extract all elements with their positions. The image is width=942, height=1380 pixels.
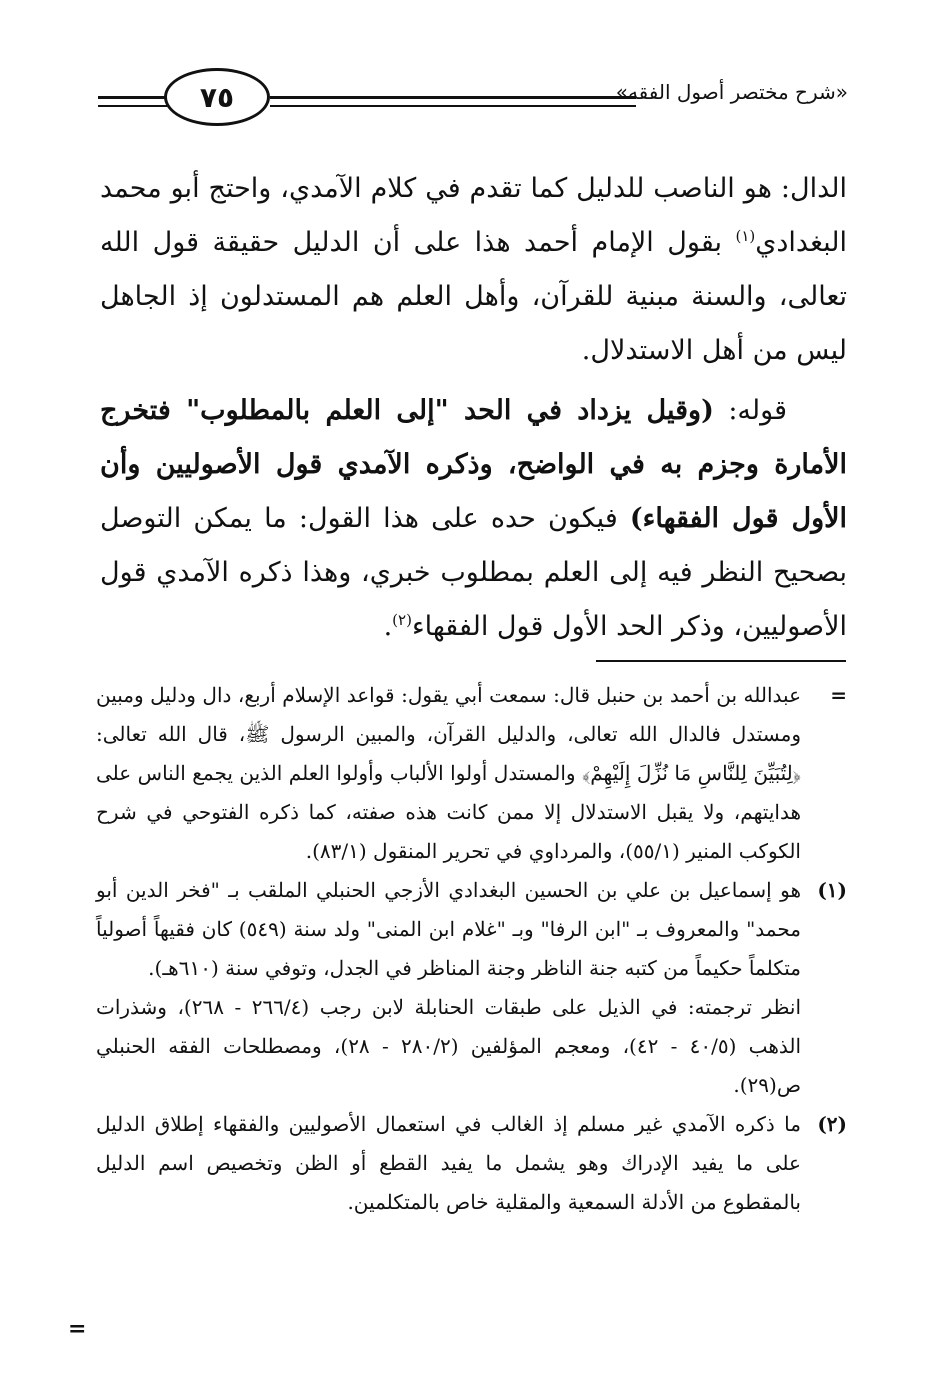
footnotes bbox=[96, 676, 847, 1222]
paragraph-2-intro: قوله: bbox=[713, 395, 787, 426]
footnote-1-body bbox=[96, 871, 801, 1105]
footnote-continued bbox=[96, 676, 847, 871]
footnote-1 bbox=[96, 871, 847, 1105]
quoted-matn: (وقيل يزداد في الحد "إلى العلم بالمطلوب" فتخرج الأمارة وجزم به في الواضح، وذكره الآمدي قول الأصوليين وأن الأول قول الفقهاء) bbox=[100, 395, 848, 534]
footnote-2 bbox=[96, 1105, 847, 1222]
footnote-ref-1: (١) bbox=[735, 227, 756, 245]
header-rule-left bbox=[98, 96, 168, 107]
footnote-1-marker: (١) bbox=[817, 878, 847, 902]
page-number: ٧٥ bbox=[164, 68, 270, 126]
footnote-2-text: ما ذكره الآمدي غير مسلم إذ الغالب في استعمال الأصوليين والفقهاء إطلاق الدليل على ما يفيد الإدراك وهو يشمل ما يفيد القطع أو الظن وتخصيص اسم الدليل بالمقطوع من الأدلة السمعية والمقلية خاص بالمتكلمين. bbox=[96, 1112, 801, 1214]
continuation-mark: = bbox=[68, 1316, 87, 1342]
paragraph-1 bbox=[100, 162, 847, 378]
footnote-1-text: هو إسماعيل بن علي بن الحسين البغدادي الأزجي الحنبلي الملقب بـ "فخر الدين أبو محمد" والمعروف بـ "ابن الرفا" وبـ "غلام ابن المنى" ولد سنة (٥٤٩) كان فقيهاً أصولياً متكلماً حكيماً من كتبه جنة الناظر وجنة المناظر في الجدل، وتوفي سنة (٦١٠هـ). bbox=[96, 878, 801, 980]
paragraph-1-part-2: بقول الإمام أحمد هذا على أن الدليل حقيقة قول الله تعالى، والسنة مبنية للقرآن، وأهل العلم هم المستدلون إذ الجاهل ليس من أهل الاستدلال. bbox=[100, 227, 847, 366]
main-body-text bbox=[100, 162, 847, 654]
footnote-continued-text: عبدالله بن أحمد بن حنبل قال: سمعت أبي يقول: قواعد الإسلام أربع، دال ودليل ومبين ومستدل فالدال الله تعالى، والدليل القرآن، والمبين الرسول ﷺ، قال الله تعالى: ﴿لِتُبَيِّنَ لِلنَّاسِ مَا نُزِّلَ إِلَيْهِمْ﴾ والمستدل أولوا الألباب وأولوا العلم الذين يجمع الناس على هدايتهم، ولا يقبل الاستدلال إلا ممن كانت هذه صفته، كما ذكره الفتوحي في شرح الكوكب المنير (٥٥/١)، والمرداوي في تحرير المنقول (٨٣/١). bbox=[96, 683, 801, 863]
page-header bbox=[98, 58, 848, 138]
running-title: «شرح مختصر أصول الفقه» bbox=[615, 80, 848, 104]
footnote-2-marker: (٢) bbox=[817, 1112, 847, 1136]
footnote-continued-marker: = bbox=[830, 683, 847, 707]
footnote-divider bbox=[596, 660, 846, 662]
paragraph-2 bbox=[100, 384, 847, 654]
paragraph-2-rest: فيكون حده على هذا القول: ما يمكن التوصل بصحيح النظر فيه إلى العلم بمطلوب خبري، وهذا ذكره الآمدي قول الأصوليين، وذكر الحد الأول قول الفقهاء bbox=[100, 503, 847, 642]
footnote-1-sources: انظر ترجمته: في الذيل على طبقات الحنابلة لابن رجب (٢٦٦/٤ - ٢٦٨)، وشذرات الذهب (٤٠/٥ - ٤٢)، ومعجم المؤلفين (٢٨٠/٢ - ٢٨)، ومصطلحات الفقه الحنبلي ص(٢٩). bbox=[96, 995, 802, 1097]
paragraph-2-end: . bbox=[383, 611, 393, 642]
footnote-ref-2: (٢) bbox=[392, 611, 412, 629]
paragraph-1-part-1: الدال: هو الناصب للدليل كما تقدم في كلام الآمدي، واحتج أبو محمد البغدادي bbox=[100, 173, 847, 258]
header-rule-right bbox=[270, 96, 636, 107]
